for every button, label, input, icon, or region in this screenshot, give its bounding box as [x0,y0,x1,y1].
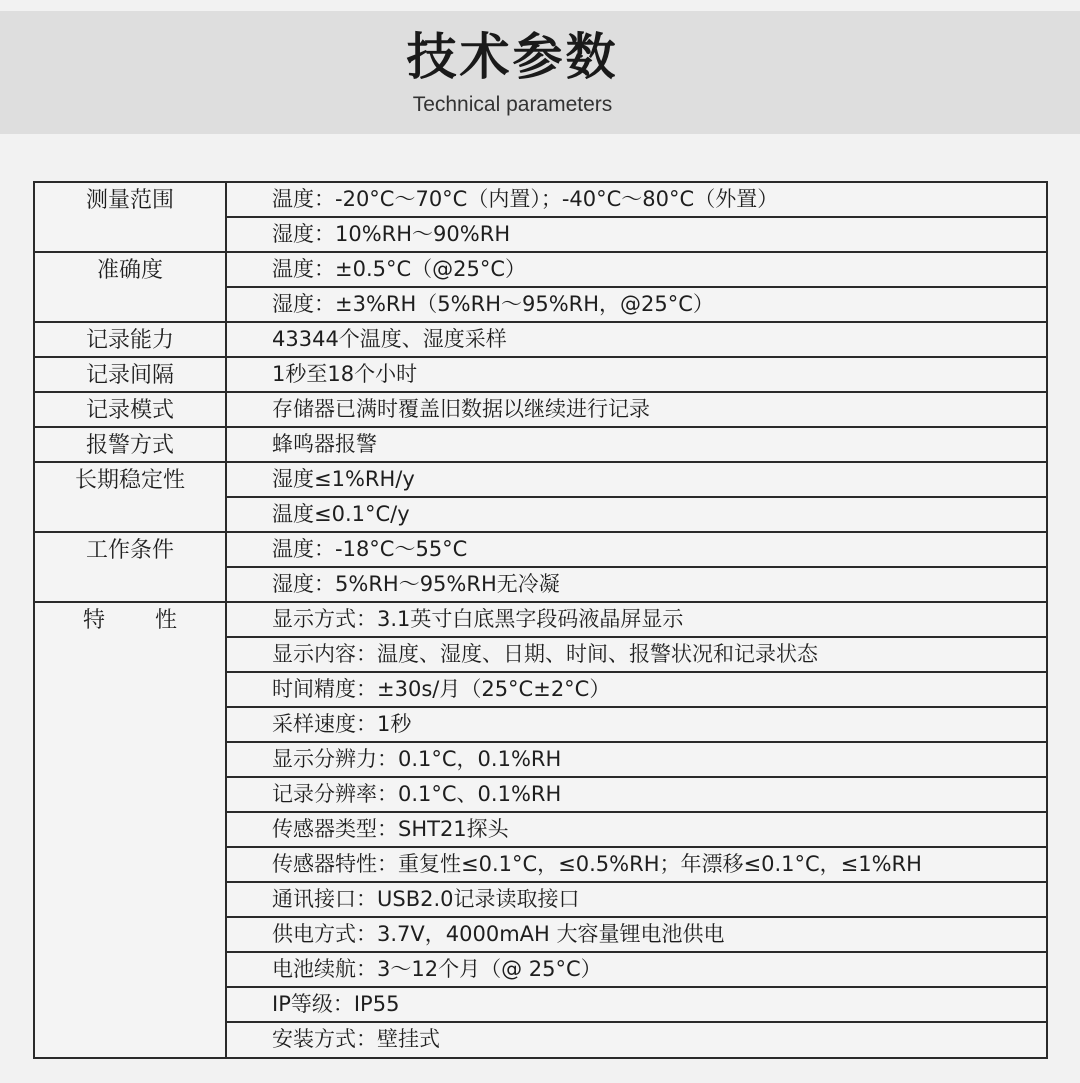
spec-row [227,743,1046,778]
spec-row [227,393,1046,428]
spec-row [227,1023,1046,1058]
spec-value: 时间精度：±30s/月（25°C±2°C） [272,677,611,701]
spec-row [227,953,1046,988]
spec-value: 传感器类型：SHT21探头 [272,817,509,841]
spec-category: 长期稳定性 [35,463,227,533]
spec-value: 温度：-20°C～70°C（内置）；-40°C～80°C（外置） [272,187,779,211]
spec-category: 测量范围 [35,183,227,253]
spec-row [227,253,1046,288]
spec-row [227,183,1046,218]
spec-value: 显示内容：温度、湿度、日期、时间、报警状况和记录状态 [272,642,818,666]
spec-category-part: 特 [82,608,105,633]
spec-row [227,428,1046,463]
spec-category: 记录模式 [35,393,227,428]
spec-row [227,323,1046,358]
spec-row [227,778,1046,813]
spec-value: 43344个温度、湿度采样 [272,327,507,351]
spec-row [227,848,1046,883]
spec-table-grid [35,183,1046,1057]
page-subtitle: Technical parameters [412,93,613,116]
spec-value: 1秒至18个小时 [272,362,418,386]
spec-category-part: 性 [155,608,178,633]
spec-row [227,813,1046,848]
spec-value: 通讯接口：USB2.0记录读取接口 [272,887,580,911]
spec-row [227,988,1046,1023]
spec-value: 湿度：5%RH～95%RH无冷凝 [272,572,560,596]
spec-value: 湿度：±3%RH（5%RH～95%RH，@25°C） [272,292,714,316]
spec-category [35,603,227,1058]
spec-value: 电池续航：3～12个月（@ 25°C） [272,957,602,981]
spec-value: 存储器已满时覆盖旧数据以继续进行记录 [272,397,650,421]
spec-row [227,358,1046,393]
spec-category: 记录能力 [35,323,227,358]
spec-value: 安装方式：壁挂式 [272,1027,440,1051]
spec-category: 报警方式 [35,428,227,463]
spec-value: 记录分辨率：0.1°C、0.1%RH [272,782,562,806]
spec-value: 湿度≤1%RH/y [272,467,415,491]
spec-value: IP等级：IP55 [272,992,400,1016]
spec-value: 显示方式：3.1英寸白底黑字段码液晶屏显示 [272,607,684,631]
spec-row [227,218,1046,253]
spec-row [227,638,1046,673]
spec-value: 湿度：10%RH～90%RH [272,222,511,246]
spec-value: 显示分辨力：0.1°C，0.1%RH [272,747,562,771]
spec-value: 供电方式：3.7V，4000mAH 大容量锂电池供电 [272,922,725,946]
spec-value: 蜂鸣器报警 [272,432,377,456]
spec-row [227,463,1046,498]
spec-value: 传感器特性：重复性≤0.1°C，≤0.5%RH；年漂移≤0.1°C，≤1%RH [272,852,922,876]
spec-row [227,603,1046,638]
spec-value: 采样速度：1秒 [272,712,412,736]
spec-category: 工作条件 [35,533,227,603]
spec-row [227,918,1046,953]
spec-category: 记录间隔 [35,358,227,393]
spec-row [227,288,1046,323]
spec-value: 温度：-18°C～55°C [272,537,468,561]
spec-row [227,883,1046,918]
spec-value: 温度≤0.1°C/y [272,502,410,526]
spec-row [227,673,1046,708]
spec-row [227,498,1046,533]
page-title: 技术参数 [406,28,619,86]
spec-row [227,708,1046,743]
spec-value: 温度：±0.5°C（@25°C） [272,257,527,281]
spec-category: 准确度 [35,253,227,323]
spec-row [227,568,1046,603]
spec-row [227,533,1046,568]
spec-table [33,181,1048,1059]
